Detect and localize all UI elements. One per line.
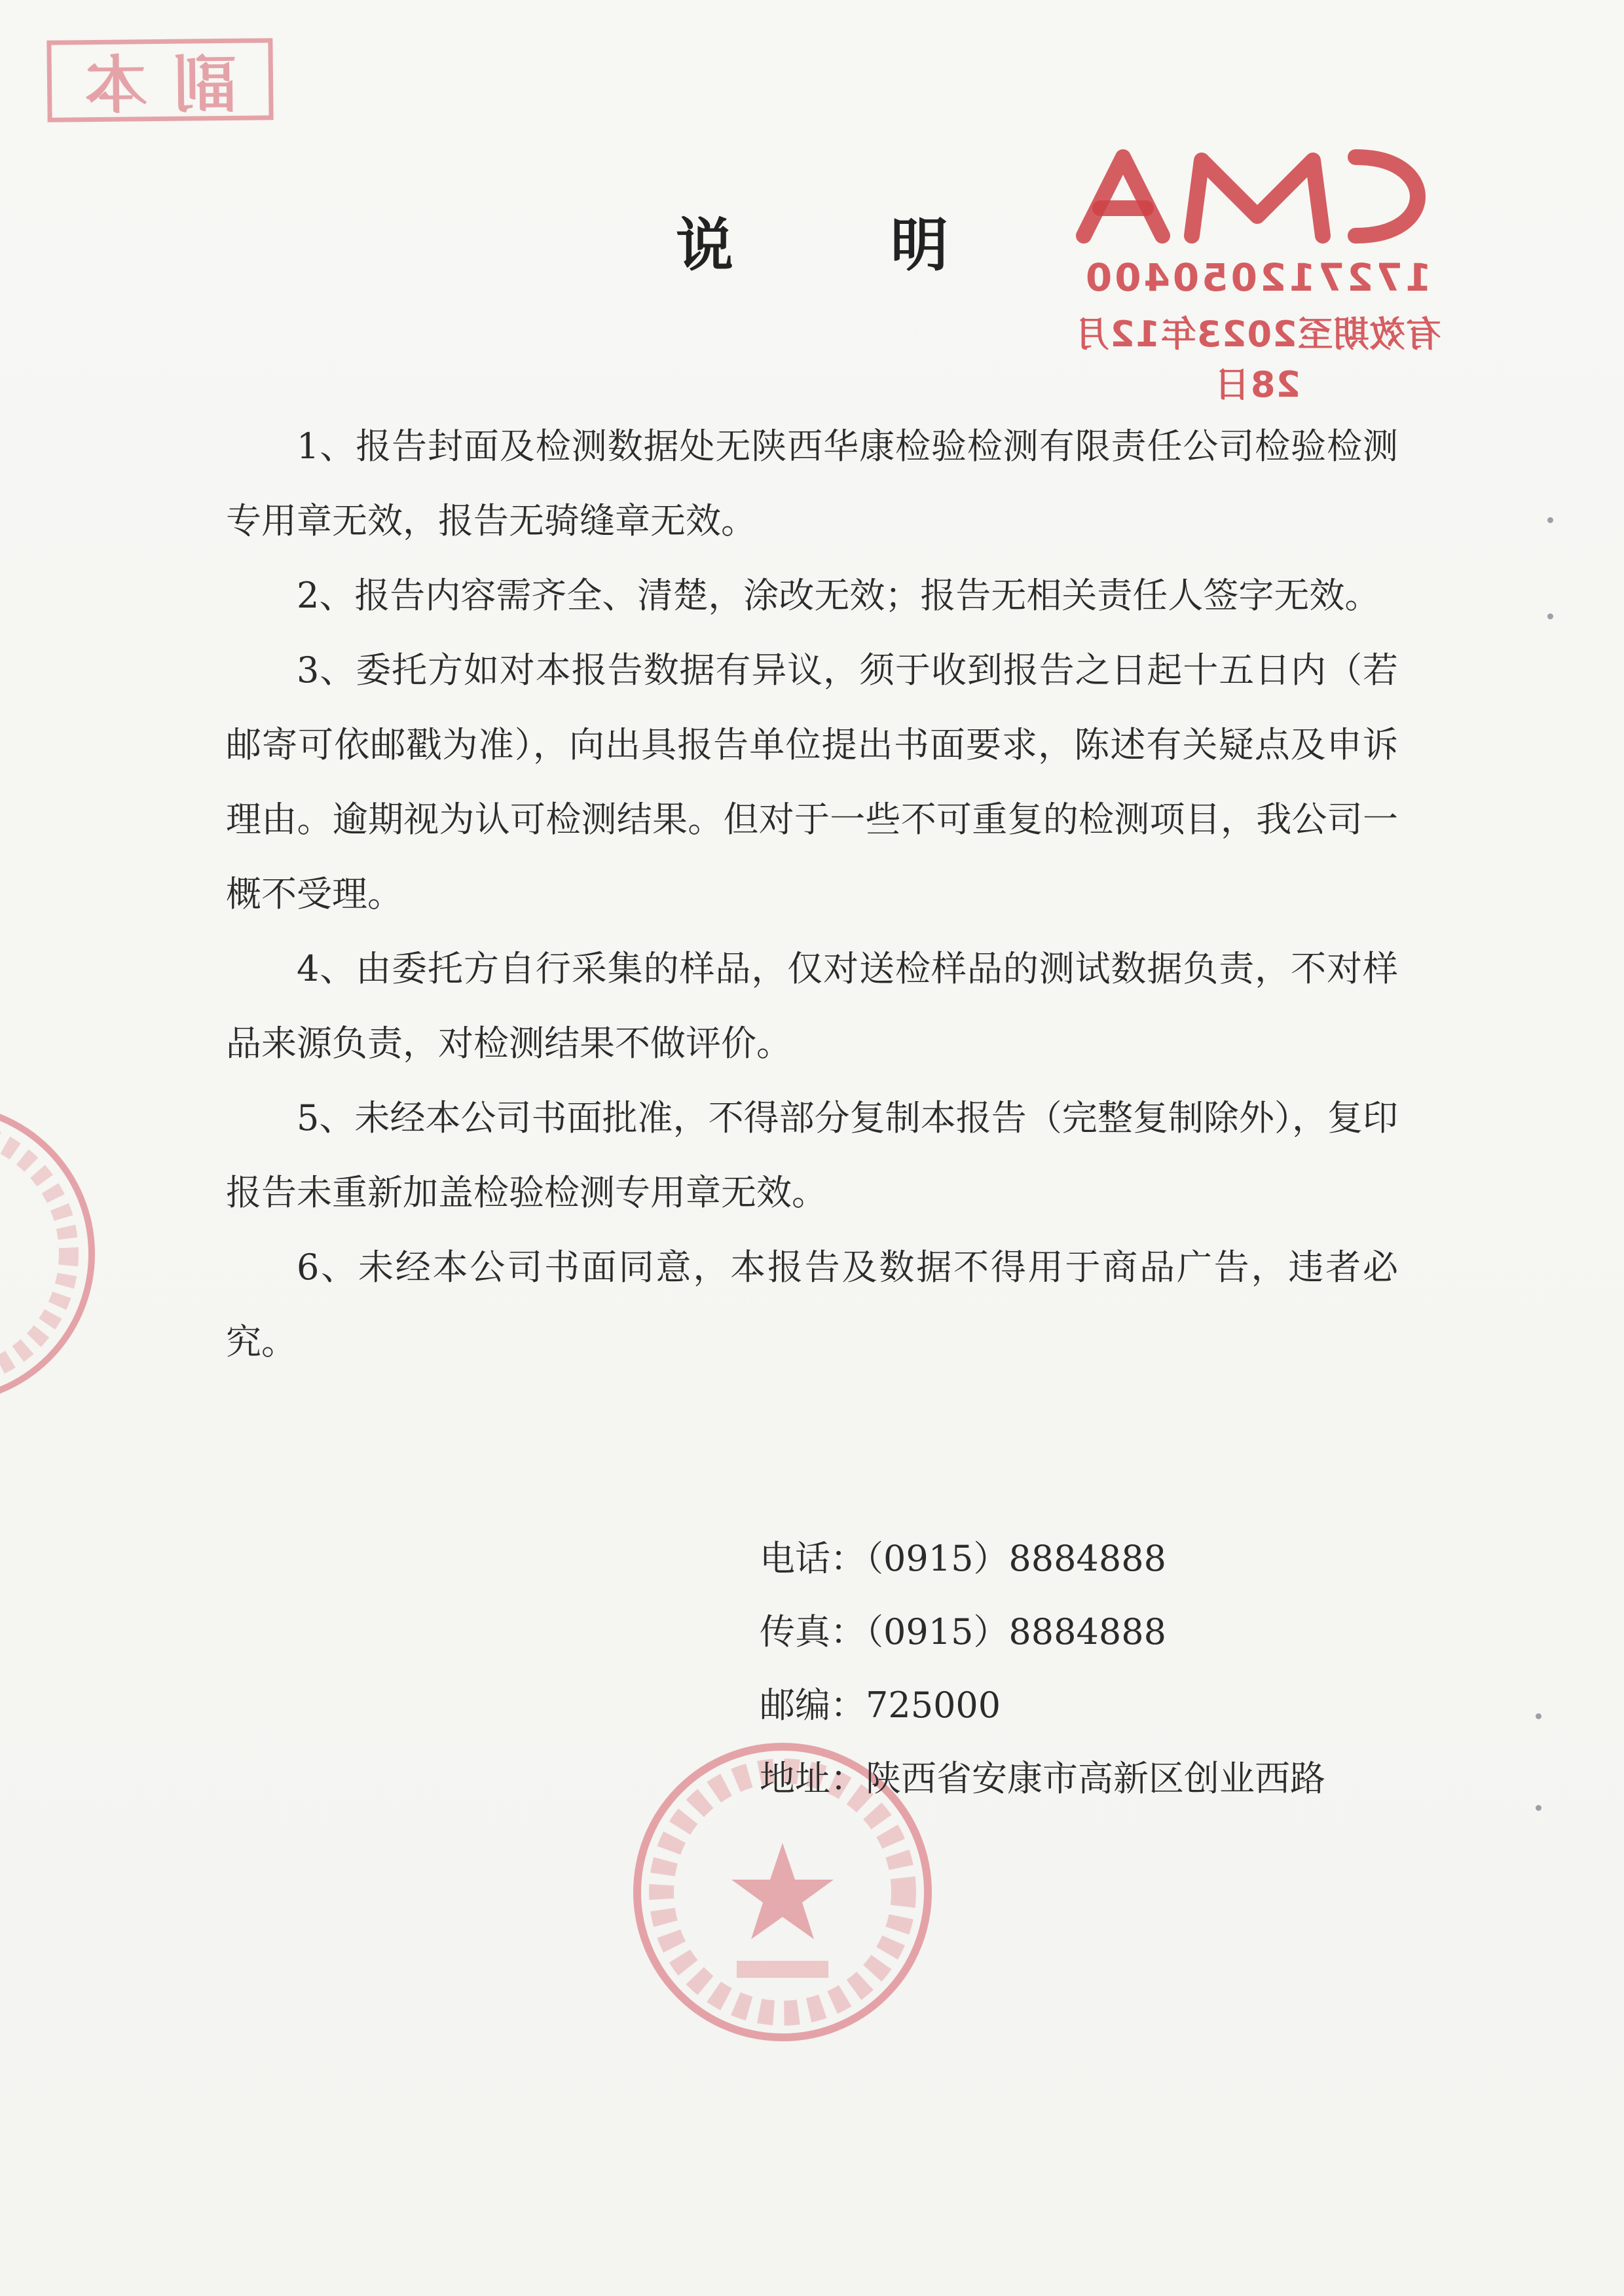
copy-stamp-text: 副本 <box>58 47 237 123</box>
scan-speck <box>1536 1713 1541 1719</box>
scan-speck <box>1547 517 1553 523</box>
page-title: 说明 <box>675 211 1105 279</box>
copy-stamp <box>46 38 273 122</box>
left-seal-icon <box>0 1093 105 1414</box>
contact-address: 地址：陕西省安康市高新区创业西路 <box>760 1758 1325 1799</box>
note-4: 4、由委托方自行采集的样品，仅对送检样品的测试数据负责，不对样品来源负责，对检测结果不做评价。 <box>226 948 1398 1064</box>
note-3: 3、委托方如对本报告数据有异议，须于收到报告之日起十五日内（若邮寄可依邮戳为准），向出具报告单位提出书面要求，陈述有关疑点及申诉理由。逾期视为认可检测结果。但对于一些不可重复的检测项目，我公司一概不受理。 <box>226 649 1398 915</box>
contact-info <box>760 1522 1325 1815</box>
scan-speck <box>1536 1805 1541 1811</box>
note-2: 2、报告内容需齐全、清楚，涂改无效；报告无相关责任人签字无效。 <box>297 575 1380 616</box>
cma-code: 172712050400 <box>1082 255 1432 300</box>
notes-body <box>226 409 1398 1379</box>
note-5: 5、未经本公司书面批准，不得部分复制本报告（完整复制除外），复印报告未重新加盖检验检测专用章无效。 <box>226 1097 1398 1213</box>
contact-phone: 电话：（0915）8884888 <box>760 1538 1166 1579</box>
contact-fax: 传真：（0915）8884888 <box>760 1611 1166 1652</box>
note-1: 1、报告封面及检测数据处无陕西华康检验检测有限责任公司检验检测专用章无效，报告无骑缝章无效。 <box>226 426 1398 541</box>
scan-speck <box>1547 613 1553 619</box>
cma-validity: 有效期至2023年12月28日 <box>1073 314 1441 405</box>
contact-postcode: 邮编：725000 <box>760 1685 1001 1726</box>
note-6: 6、未经本公司书面同意，本报告及数据不得用于商品广告，违者必究。 <box>226 1247 1398 1362</box>
